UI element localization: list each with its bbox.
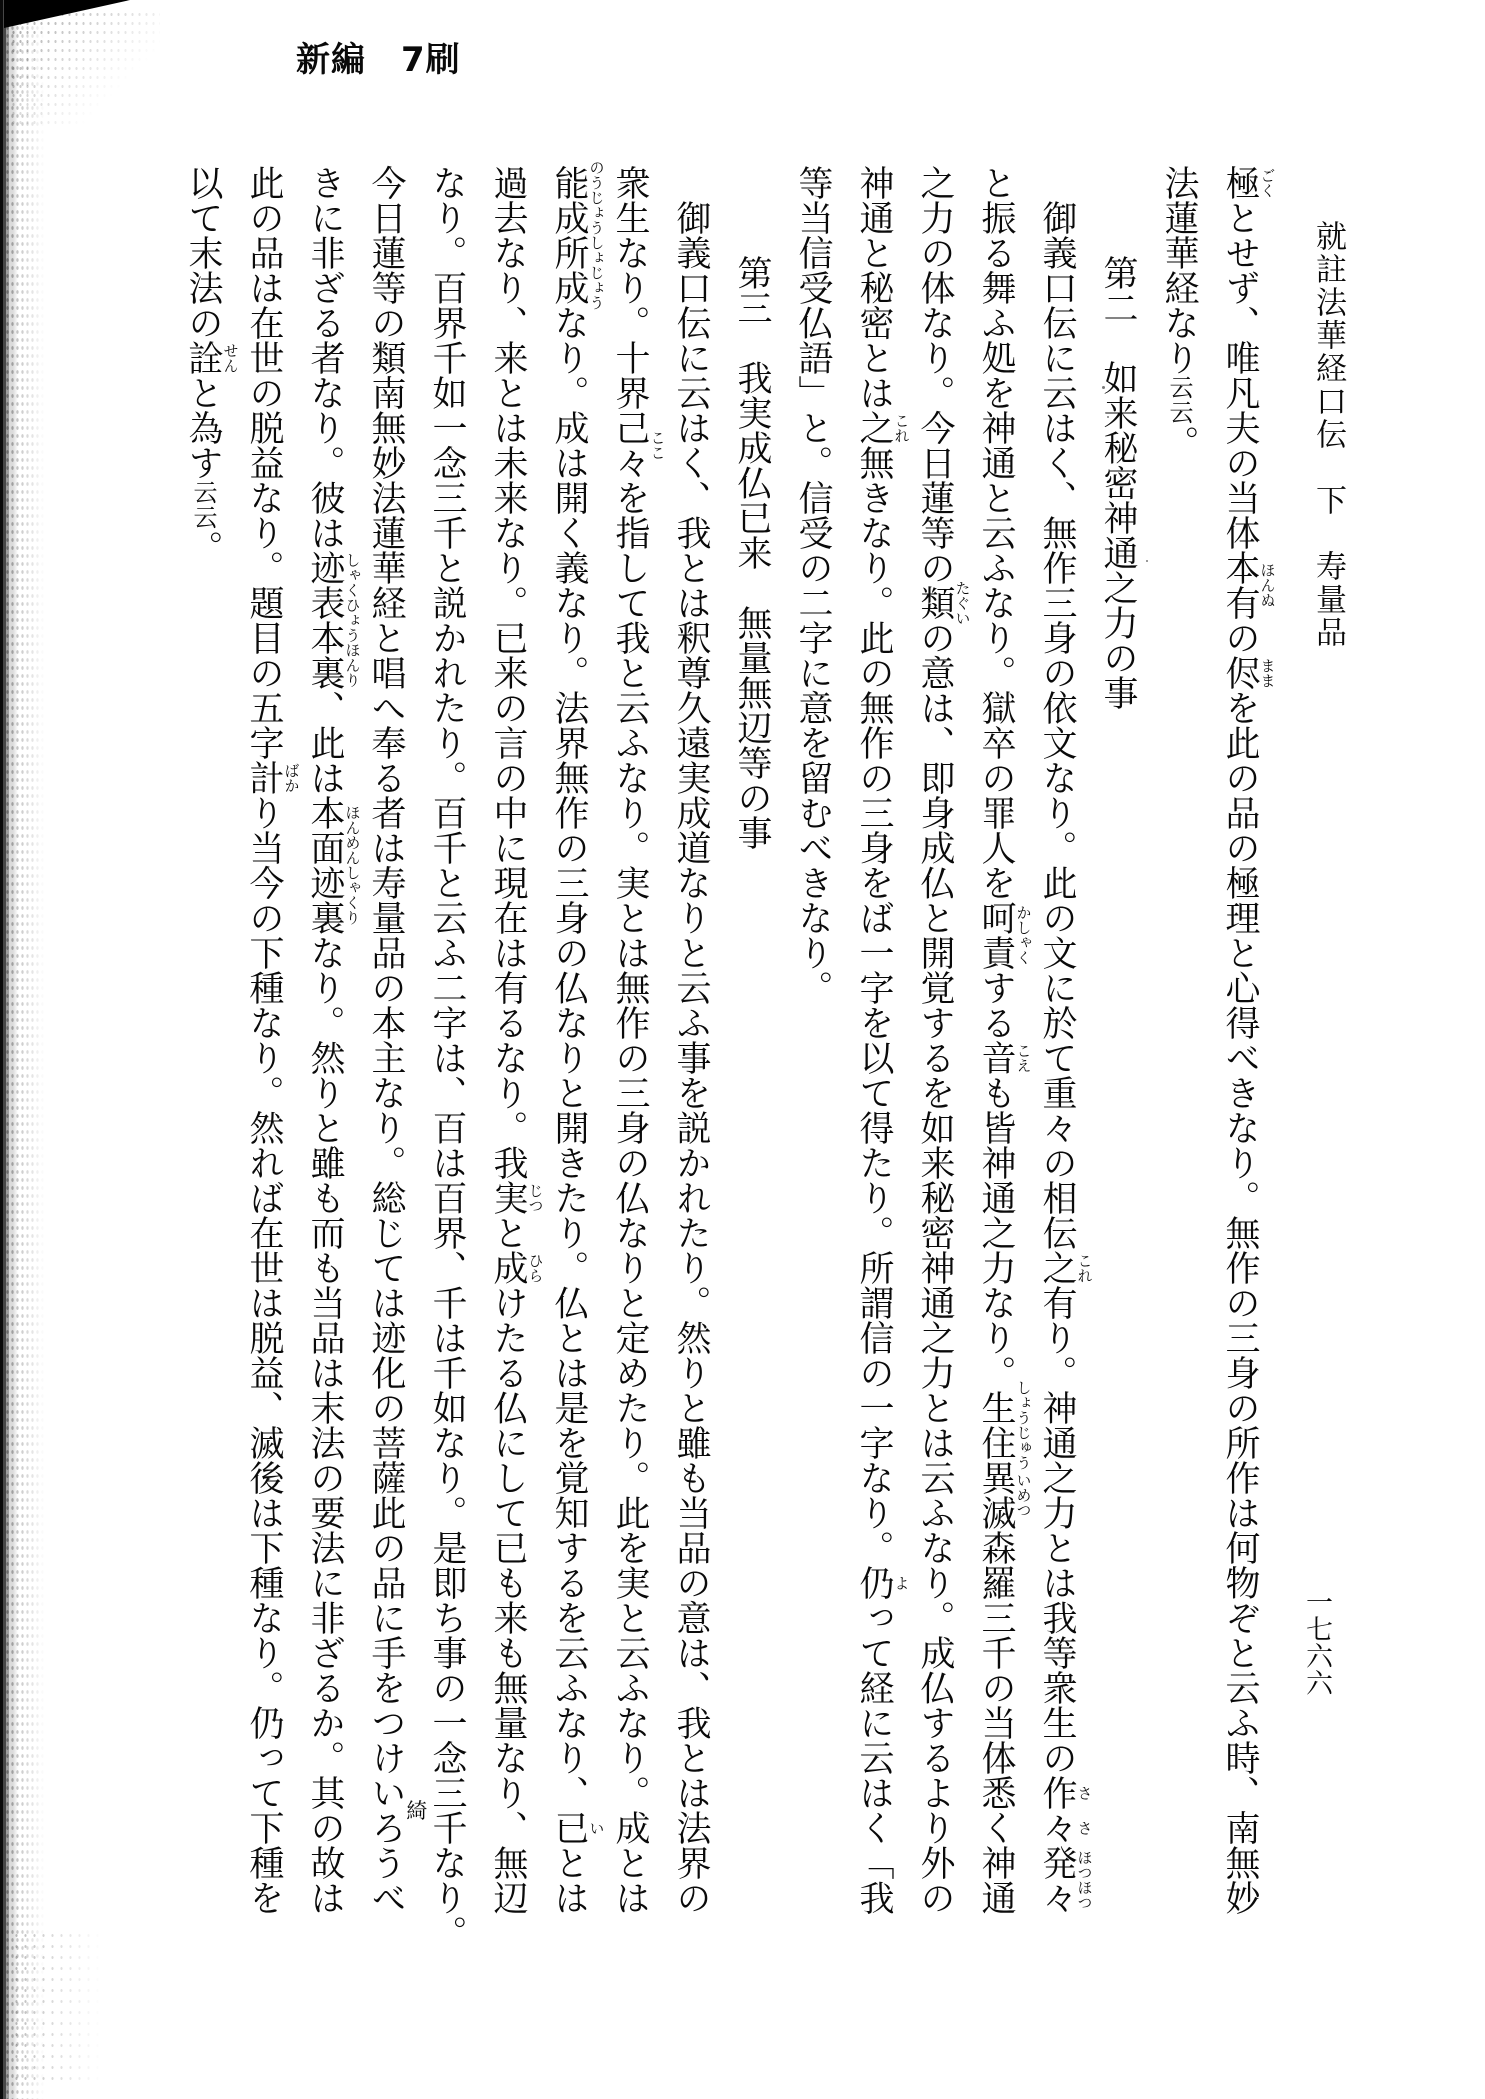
text-column: 今日蓮等の類南無妙法蓮華経と唱へ奉る者は寿量品の本主なり。総じては迹化の菩薩此の品に手をつけいろ 綺 うべ xyxy=(366,165,428,1915)
edition-print-note: 新編 7刷 xyxy=(296,40,461,80)
scan-edge-artifact xyxy=(0,0,18,2099)
small-repeat-mark: 云云 xyxy=(189,480,217,530)
running-title: 就註法華経口伝 下 寿量品 xyxy=(1310,220,1346,649)
text-column: 以て末法の詮 せん と為す云云。 xyxy=(183,165,240,565)
text-column: なり。百界千如一念三千と説かれたり。百千と云ふ二字は、百は百界、千は千如なり。是即ち事の一念三千なり。 xyxy=(427,165,467,1950)
text-column: 極 ごく とせず、唯凡夫の当体本有 ほんぬ の侭 まま を此の品の極理と心得べきなり。無作の三身の所作は何物ぞと云ふ時、南無妙 xyxy=(1220,165,1277,1915)
text-column: 御義口伝に云はく、我とは釈尊久遠実成道なりと云ふ事を説かれたり。然りと雖も当品の意は、我とは法界の xyxy=(671,200,711,1915)
folio-page-number: 一七六六 xyxy=(1301,1588,1332,1696)
section-heading: 第二 如来秘密神通之力の事 xyxy=(1098,255,1138,710)
text-column: 神通と秘密とは之 これ 無きなり。此の無作の三身をば一字を以て得たり。所謂信の一字なり。仍 よ って経に云はく「我 xyxy=(854,165,911,1915)
text-column: 御義口伝に云はく、無作三身の依文なり。此の文に於て重々の相伝之 これ 有り。神通之力とは我等衆生の作 さ 々 さ 発々 ほつほつ xyxy=(1037,200,1094,1915)
text-column: と振る舞ふ処を神通と云ふなり。獄卒の罪人を呵責 かしゃく する音 こえ も皆神通之力なり。生住 しょうじゅう 異滅 いめつ 森羅三千の当体悉く神通 xyxy=(976,165,1033,1915)
scan-corner-artifact xyxy=(4,0,130,28)
text-column: 等当信受仏語」と。信受の二字に意を留むべきなり。 xyxy=(793,165,833,1005)
text-column: 能成所成 のうじょうしょじょう なり。成は開く義なり。法界無作の三身の仏なりと開きたり。仏とは是を覚知するを云ふなり、已 い とは xyxy=(549,160,606,1915)
text-column: 過去なり、来とは未来なり。已来の言の中に現在は有るなり。我実 じつ と成 ひら けたる仏にして已も来も無量なり、無辺 xyxy=(488,165,545,1915)
small-repeat-mark: 云云 xyxy=(1165,375,1193,425)
text-column: 之力の体なり。今日蓮等の類 たぐい の意は、即身成仏と開覚するを如来秘密神通之力とは云ふなり。成仏するより外の xyxy=(915,165,972,1915)
text-column: 衆生なり。十界己々 ここ を指して我と云ふなり。実とは無作の三身の仏なりと定めたり。此を実と云ふなり。成とは xyxy=(610,165,667,1915)
text-column: きに非ざる者なり。彼は迹表本裏 しゃくひょうほんり 、此は本面迹裏 ほんめんしゃくり なり。然りと雖も而も当品は末法の要法に非ざるか。其の故は xyxy=(305,165,362,1915)
text-column: 法蓮華経なり云云。 xyxy=(1159,165,1199,460)
section-heading: 第三 我実成仏已来 無量無辺等の事 xyxy=(732,255,772,850)
text-column: 此の品は在世の脱益なり。題目の五字計 ばか り当今の下種なり。然れば在世は脱益、滅後は下種なり。仍って下種を xyxy=(244,165,301,1915)
main-text-block xyxy=(159,160,1277,1955)
